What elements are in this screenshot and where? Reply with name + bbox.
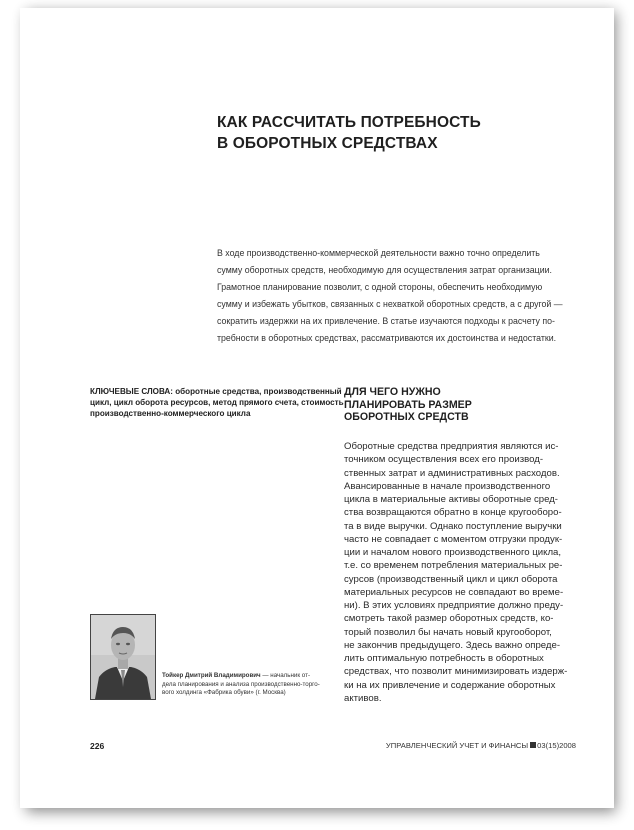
keywords-line: производственно-коммерческого цикла	[90, 409, 251, 419]
section-heading	[344, 386, 584, 424]
author-caption-line: вого холдинга «Фабрика обуви» (г. Москва)	[162, 689, 286, 697]
body-line: т.е. со временем потребления материальных ре-	[344, 560, 563, 572]
section-heading-line: ПЛАНИРОВАТЬ РАЗМЕР	[344, 398, 472, 411]
journal-name: УПРАВЛЕНЧЕСКИЙ УЧЕТ И ФИНАНСЫ	[385, 741, 529, 750]
body-line: ции и началом нового производственного цикла,	[344, 547, 562, 558]
keywords-block	[90, 386, 344, 420]
body-line: смотреть такой размер оборотных средств, ко-	[344, 613, 554, 625]
article-body	[344, 440, 599, 705]
lead-line: Грамотное планирование позволит, с одной стороны, обеспечить необходимую	[217, 282, 543, 292]
author-caption-line	[162, 672, 342, 681]
body-line: Авансированные в начале производственного	[344, 480, 551, 492]
article-title	[217, 112, 577, 154]
journal-issue: 03(15)2008	[537, 741, 576, 750]
body-line: часто не совпадает с моментом отгрузки продук-	[344, 533, 563, 545]
body-line: не закончив предыдущего. Здесь важно опреде-	[344, 639, 561, 651]
section-heading-line: ОБОРОТНЫХ СРЕДСТВ	[344, 411, 469, 424]
body-line: ства возвращаются обратно в конце кругооборо-	[344, 507, 562, 519]
page-number: 226	[90, 741, 105, 751]
journal-footer	[386, 741, 576, 750]
body-line: Оборотные средства предприятия являются ис-	[344, 441, 559, 452]
body-line: точником осуществления всех его производ-	[344, 454, 544, 466]
author-photo	[90, 614, 156, 700]
body-line: ни). В этих условиях предприятие должно преду-	[344, 600, 564, 611]
keywords-line: цикл, цикл оборота ресурсов, метод прямого счета, стоимость	[90, 398, 344, 408]
body-line: та в виде выручки. Однако поступление выручки	[344, 520, 562, 532]
lead-line: сократить издержки на их привлечение. В статье изучаются подходы к расчету по-	[217, 316, 555, 326]
author-position: — начальник от-	[260, 672, 311, 679]
author-name: Тойкер Дмитрий Владимирович	[162, 672, 261, 679]
lead-line: В ходе производственно-коммерческой деятельности важно точно определить	[217, 248, 540, 258]
body-line: сурсов (производственный цикл и цикл оборота	[344, 573, 558, 585]
body-line: цикла в материальные активы оборотные сред-	[344, 494, 558, 505]
body-line: ки на их привлечение и содержание оборотных	[344, 679, 556, 691]
title-line: В ОБОРОТНЫХ СРЕДСТВАХ	[217, 135, 438, 152]
body-line: средствах, что позволит минимизировать издерж-	[344, 666, 568, 678]
body-line: торый позволил бы начать новый кругооборот,	[344, 626, 552, 638]
lead-line: сумму и избежать убытков, связанных с нехваткой оборотных средств, а с другой —	[217, 299, 563, 309]
body-line: активов.	[344, 692, 382, 704]
keywords-line: КЛЮЧЕВЫЕ СЛОВА: оборотные средства, производственный	[90, 387, 342, 396]
article-lead	[217, 245, 597, 347]
author-caption-line: дела планирования и анализа производственно-торго-	[162, 680, 320, 688]
section-heading-line: ДЛЯ ЧЕГО НУЖНО	[344, 386, 441, 398]
lead-line: сумму оборотных средств, необходимую для осуществления затрат организации.	[217, 265, 552, 275]
author-caption	[162, 672, 342, 698]
square-bullet-icon	[530, 742, 536, 748]
author-portrait-image	[91, 615, 155, 699]
title-line: КАК РАССЧИТАТЬ ПОТРЕБНОСТЬ	[217, 114, 481, 131]
lead-line: требности в оборотных средствах, рассматриваются их достоинства и недостатки.	[217, 333, 557, 343]
magazine-page	[20, 8, 614, 808]
body-line: лить оптимальную потребность в оборотных	[344, 653, 544, 664]
body-line: материальных ресурсов не совпадают во време-	[344, 586, 564, 598]
body-line: ственных затрат и административных расходов.	[344, 467, 560, 479]
